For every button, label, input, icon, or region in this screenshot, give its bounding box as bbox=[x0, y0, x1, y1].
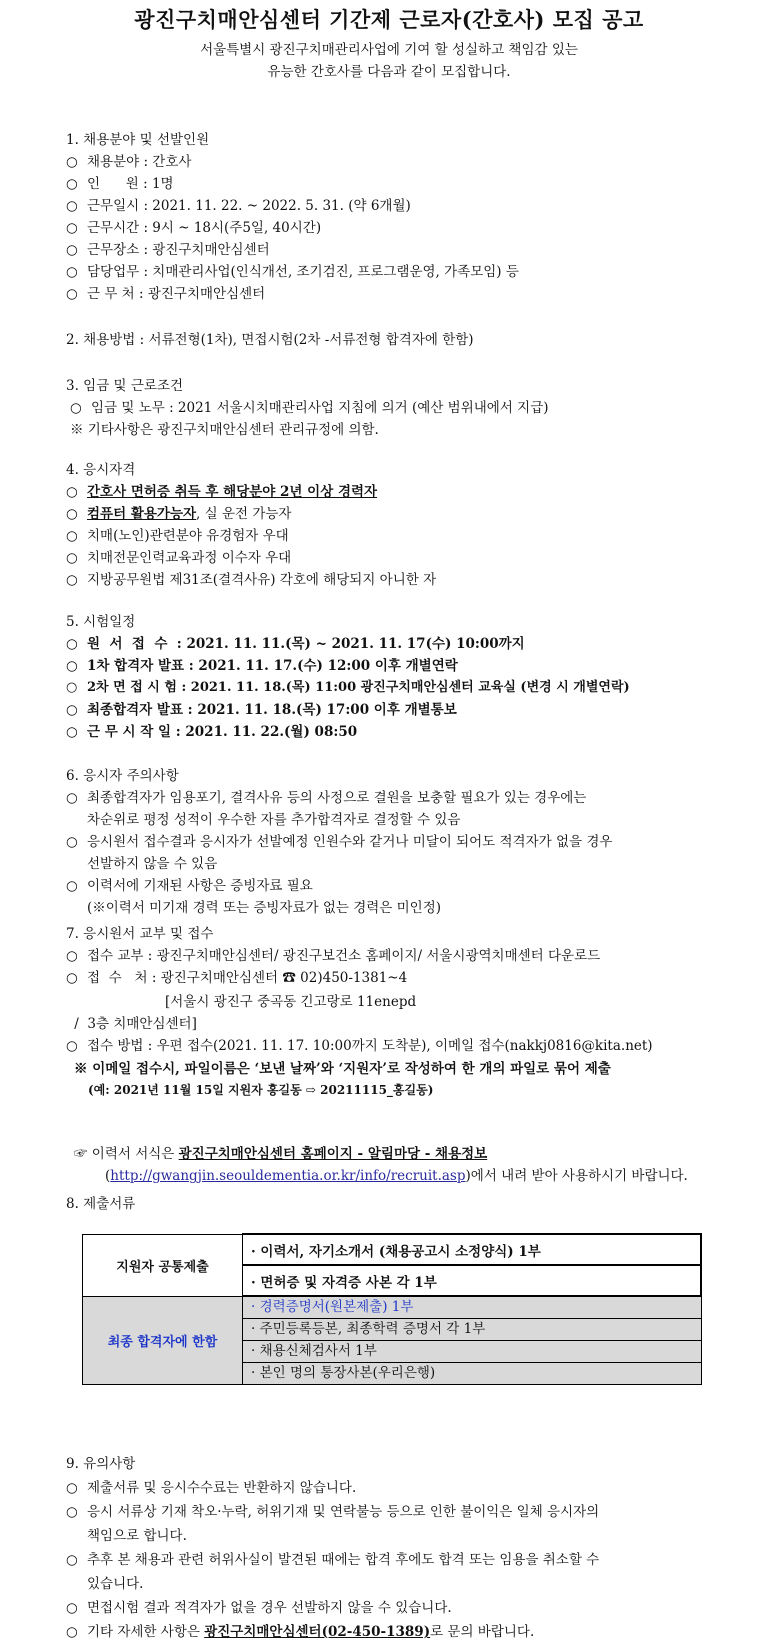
section-4-item: ○ 치매전문인력교육과정 이수자 우대 bbox=[66, 550, 292, 566]
caution-item-cont: 선발하지 않을 수 있음 bbox=[87, 856, 218, 872]
section-1-item: ○ 인 원 : 1명 bbox=[66, 176, 174, 192]
schedule-item: ○ 1차 합격자 발표 : 2021. 11. 17.(수) 12:00 이후 개별연락 bbox=[66, 658, 458, 674]
section-4-item: ○ 컴퓨터 활용가능자, 실 운전 가능자 bbox=[66, 506, 292, 522]
section-4-heading: 4. 응시자격 bbox=[66, 462, 136, 478]
recruit-link[interactable]: http://gwangjin.seouldementia.or.kr/info/recruit.asp bbox=[110, 1168, 466, 1184]
section-1-item: ○ 근무일시 : 2021. 11. 22. ~ 2022. 5. 31. (약 6개월) bbox=[66, 198, 411, 214]
final-doc-item: · 본인 명의 통장사본(우리은행) bbox=[243, 1362, 701, 1384]
email-note: ※ 이메일 접수시, 파일이름은 ‘보낸 날짜’와 ‘지원자’로 작성하여 한 개의 파일로 묶어 제출 bbox=[74, 1061, 611, 1077]
section-1-item: ○ 근무시간 : 9시 ~ 18시(주5일, 40시간) bbox=[66, 220, 322, 236]
section-1-item: ○ 근무장소 : 광진구치매안심센터 bbox=[66, 242, 270, 258]
section-2-heading: 2. 채용방법 : 서류전형(1차), 면접시험(2차 -서류전형 합격자에 한함) bbox=[66, 332, 474, 348]
application-item: ○ 접수 교부 : 광진구치매안심센터/ 광진구보건소 홈페이지/ 서울시광역치매센터 다운로드 bbox=[66, 948, 601, 964]
notice-item: ○ 면접시험 결과 적격자가 없을 경우 선발하지 않을 수 있습니다. bbox=[66, 1600, 452, 1616]
form-notice: ☞ 이력서 서식은 광진구치매안심센터 홈페이지 - 알림마당 - 채용정보 bbox=[74, 1146, 488, 1162]
schedule-item: ○ 2차 면 접 시 험 : 2021. 11. 18.(목) 11:00 광진구치매안심센터 교육실 (변경 시 개별연락) bbox=[66, 680, 630, 695]
page-title: 광진구치매안심센터 기간제 근로자(간호사) 모집 공고 bbox=[134, 7, 644, 32]
section-9-heading: 9. 유의사항 bbox=[66, 1456, 136, 1472]
email-example: (예: 2021년 11월 15일 지원자 홍길동 ⇨ 20211115_홍길동) bbox=[88, 1083, 434, 1097]
documents-table bbox=[82, 1233, 702, 1385]
section-3-heading: 3. 임금 및 근로조건 bbox=[66, 378, 184, 394]
section-1-item: ○ 근 무 처 : 광진구치매안심센터 bbox=[66, 286, 266, 302]
contact-number: 광진구치매안심센터(02-450-1389) bbox=[204, 1624, 431, 1640]
caution-item-cont: 차순위로 평정 성적이 우수한 자를 추가합격자로 결정할 수 있음 bbox=[87, 812, 461, 828]
notice-item: ○ 기타 자세한 사항은 광진구치매안심센터(02-450-1389)로 문의 바랍니다. bbox=[66, 1624, 535, 1640]
schedule-item: ○ 근 무 시 작 일 : 2021. 11. 22.(월) 08:50 bbox=[66, 724, 358, 740]
notice-item: ○ 추후 본 채용과 관련 허위사실이 발견된 때에는 합격 후에도 합격 또는 임용을 취소할 수 bbox=[66, 1552, 600, 1568]
final-docs-label: 최종 합격자에 한함 bbox=[83, 1296, 243, 1385]
section-7-heading: 7. 응시원서 교부 및 접수 bbox=[66, 926, 214, 942]
final-doc-item: · 경력증명서(원본제출) 1부 bbox=[251, 1299, 414, 1315]
caution-item: ○ 응시원서 접수결과 응시자가 선발예정 인원수와 같거나 미달이 되어도 적격자가 없을 경우 bbox=[66, 834, 613, 850]
caution-item-cont: (※이력서 미기재 경력 또는 증빙자료가 없는 경력은 미인정) bbox=[87, 900, 442, 916]
section-1-heading: 1. 채용분야 및 선발인원 bbox=[66, 132, 210, 148]
notice-item-cont: 책임으로 합니다. bbox=[87, 1528, 187, 1544]
application-address-cont: / 3층 치매안심센터] bbox=[70, 1016, 197, 1032]
section-1-item: ○ 담당업무 : 치매관리사업(인식개선, 조기검진, 프로그램운영, 가족모임) 등 bbox=[66, 264, 519, 280]
final-doc-item: · 주민등록등본, 최종학력 증명서 각 1부 bbox=[243, 1318, 701, 1340]
form-notice-cont: (http://gwangjin.seouldementia.or.kr/info/recruit.asp)에서 내려 받아 사용하시기 바랍니다. bbox=[105, 1168, 688, 1184]
final-doc-item: · 채용신체검사서 1부 bbox=[243, 1340, 701, 1362]
schedule-item: ○ 최종합격자 발표 : 2021. 11. 18.(목) 17:00 이후 개별통보 bbox=[66, 702, 457, 718]
subtitle-line-2: 유능한 간호사를 다음과 같이 모집합니다. bbox=[267, 64, 511, 80]
section-6-heading: 6. 응시자 주의사항 bbox=[66, 768, 179, 784]
section-4-item: ○ 간호사 면허증 취득 후 해당분야 2년 이상 경력자 bbox=[66, 484, 378, 500]
section-3-note: ※ 기타사항은 광진구치매안심센터 관리규정에 의함. bbox=[70, 422, 379, 438]
schedule-item: ○ 원 서 접 수 : 2021. 11. 11.(목) ~ 2021. 11. 17(수) 10:00까지 bbox=[66, 636, 525, 652]
section-1-item: ○ 채용분야 : 간호사 bbox=[66, 154, 192, 170]
common-docs-label: 지원자 공통제출 bbox=[83, 1234, 243, 1296]
section-3-item: ○ 임금 및 노무 : 2021 서울시치매관리사업 지침에 의거 (예산 범위내에서 지급) bbox=[70, 400, 549, 416]
common-doc-item: · 이력서, 자기소개서 (채용공고시 소정양식) 1부 bbox=[243, 1234, 702, 1265]
section-4-item: ○ 치매(노인)관련분야 유경험자 우대 bbox=[66, 528, 289, 544]
final-docs-list bbox=[243, 1296, 702, 1385]
homepage-path: 광진구치매안심센터 홈페이지 - 알림마당 - 채용정보 bbox=[178, 1146, 488, 1162]
common-doc-item: · 면허증 및 자격증 사본 각 1부 bbox=[243, 1265, 702, 1296]
application-item: ○ 접 수 처 : 광진구치매안심센터 ☎ 02)450-1381~4 bbox=[66, 970, 408, 986]
notice-item: ○ 제출서류 및 응시수수료는 반환하지 않습니다. bbox=[66, 1480, 357, 1496]
caution-item: ○ 이력서에 기재된 사항은 증빙자료 필요 bbox=[66, 878, 313, 894]
notice-item-cont: 있습니다. bbox=[87, 1576, 144, 1592]
section-5-heading: 5. 시험일정 bbox=[66, 614, 136, 630]
section-4-item: ○ 지방공무원법 제31조(결격사유) 각호에 해당되지 아니한 자 bbox=[66, 572, 437, 588]
notice-item: ○ 응시 서류상 기재 착오·누락, 허위기재 및 연락불능 등으로 인한 불이익은 일체 응시자의 bbox=[66, 1504, 600, 1520]
subtitle-line-1: 서울특별시 광진구치매관리사업에 기여 할 성실하고 책임감 있는 bbox=[200, 42, 578, 58]
section-8-heading: 8. 제출서류 bbox=[66, 1196, 136, 1212]
caution-item: ○ 최종합격자가 임용포기, 결격사유 등의 사정으로 결원을 보충할 필요가 있는 경우에는 bbox=[66, 790, 587, 806]
application-address: [서울시 광진구 중곡동 긴고랑로 11enepd bbox=[165, 994, 417, 1010]
application-item: ○ 접수 방법 : 우편 접수(2021. 11. 17. 10:00까지 도착분), 이메일 접수(nakkj0816@kita.net) bbox=[66, 1038, 653, 1054]
